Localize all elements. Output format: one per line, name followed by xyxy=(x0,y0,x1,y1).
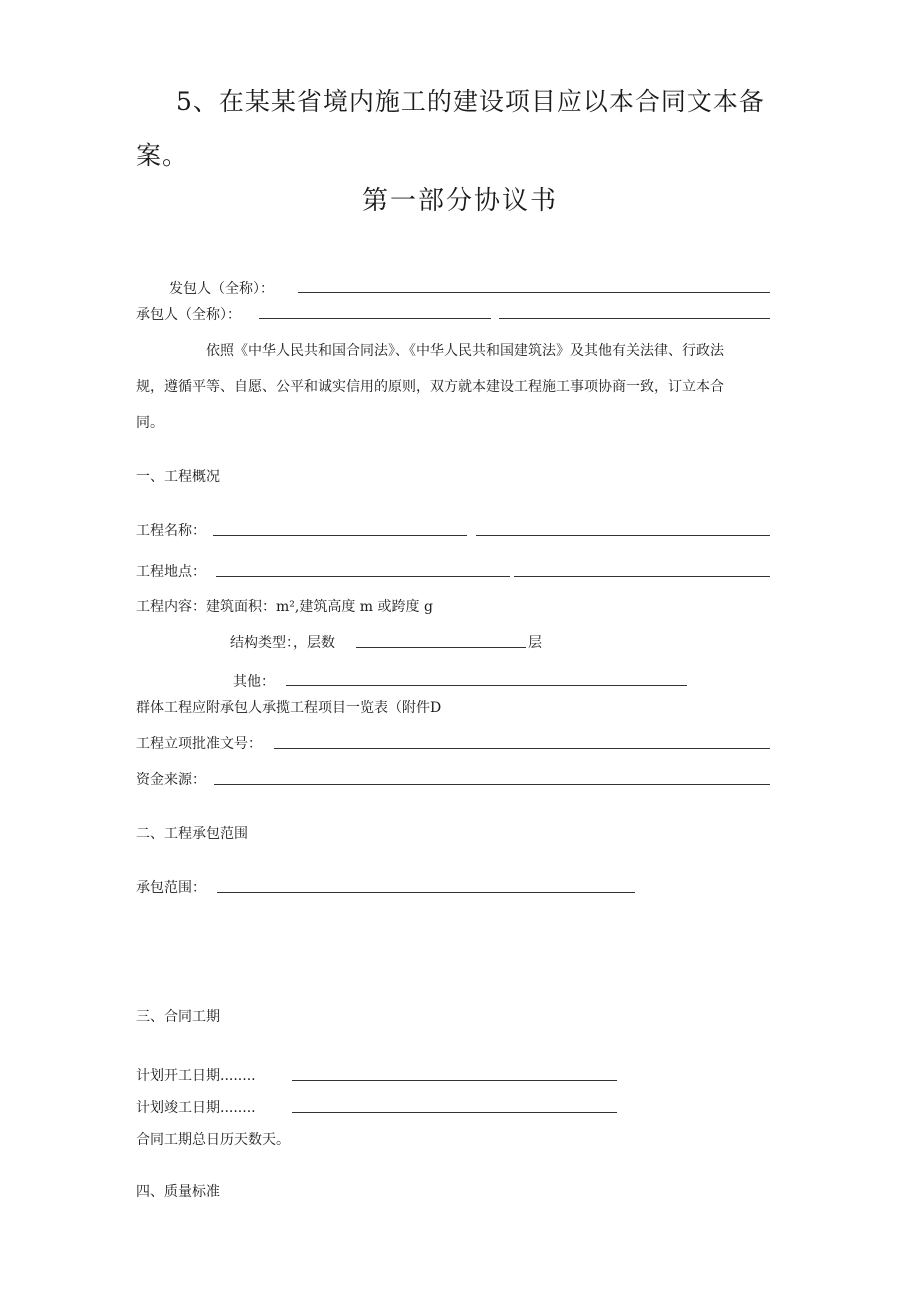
planned-finish-field[interactable] xyxy=(292,1112,617,1113)
approval-number-label: 工程立项批准文号： xyxy=(136,736,262,752)
preamble-line-2: 规，遵循平等、自愿、公平和诚实信用的原则，双方就本建设工程施工事项协商一致，订立本合 xyxy=(136,379,724,395)
contractor-name-field-2[interactable] xyxy=(499,318,770,319)
other-field[interactable] xyxy=(286,685,687,686)
funding-source-field[interactable] xyxy=(214,784,770,785)
section-3-heading: 三、合同工期 xyxy=(136,1009,220,1025)
approval-number-field[interactable] xyxy=(274,748,770,749)
scope-field[interactable] xyxy=(217,892,635,893)
project-location-field-1[interactable] xyxy=(216,576,510,577)
total-duration-label: 合同工期总日历天数天。 xyxy=(136,1132,290,1148)
contractor-label: 承包人（全称）： xyxy=(136,307,241,323)
section-4-heading: 四、质量标准 xyxy=(136,1184,220,1200)
intro-line-2: 案。 xyxy=(136,141,189,170)
floors-suffix: 层 xyxy=(528,635,542,651)
page-title: 第一部分协议书 xyxy=(362,186,559,216)
other-label: 其他： xyxy=(233,674,275,690)
group-project-note: 群体工程应附承包人承揽工程项目一览表（附件D xyxy=(136,700,442,716)
project-location-field-2[interactable] xyxy=(514,576,770,577)
project-content-label: 工程内容：建筑面积：m²,建筑高度 m 或跨度 g xyxy=(136,599,433,615)
preamble-line-3: 同。 xyxy=(136,415,164,431)
planned-start-label: 计划开工日期........ xyxy=(136,1068,256,1084)
intro-line-1: 5、在某某省境内施工的建设项目应以本合同文本备 xyxy=(176,87,765,116)
project-name-field-1[interactable] xyxy=(213,535,467,536)
section-2-heading: 二、工程承包范围 xyxy=(136,826,248,842)
preamble-line-1: 依照《中华人民共和国合同法》、《中华人民共和国建筑法》及其他有关法律、行政法 xyxy=(206,343,724,359)
employer-name-field[interactable] xyxy=(298,292,770,293)
planned-finish-label: 计划竣工日期........ xyxy=(136,1100,256,1116)
employer-label: 发包人（全称）： xyxy=(169,281,274,297)
planned-start-field[interactable] xyxy=(292,1080,617,1081)
contractor-name-field-1[interactable] xyxy=(259,318,491,319)
project-name-label: 工程名称： xyxy=(136,523,206,539)
funding-source-label: 资金来源： xyxy=(136,772,206,788)
scope-label: 承包范围： xyxy=(136,880,206,896)
project-name-field-2[interactable] xyxy=(476,535,770,536)
section-1-heading: 一、工程概况 xyxy=(136,469,220,485)
project-location-label: 工程地点： xyxy=(136,564,206,580)
structure-type-label: 结构类型：，层数 xyxy=(230,635,335,651)
floors-field[interactable] xyxy=(356,647,526,648)
